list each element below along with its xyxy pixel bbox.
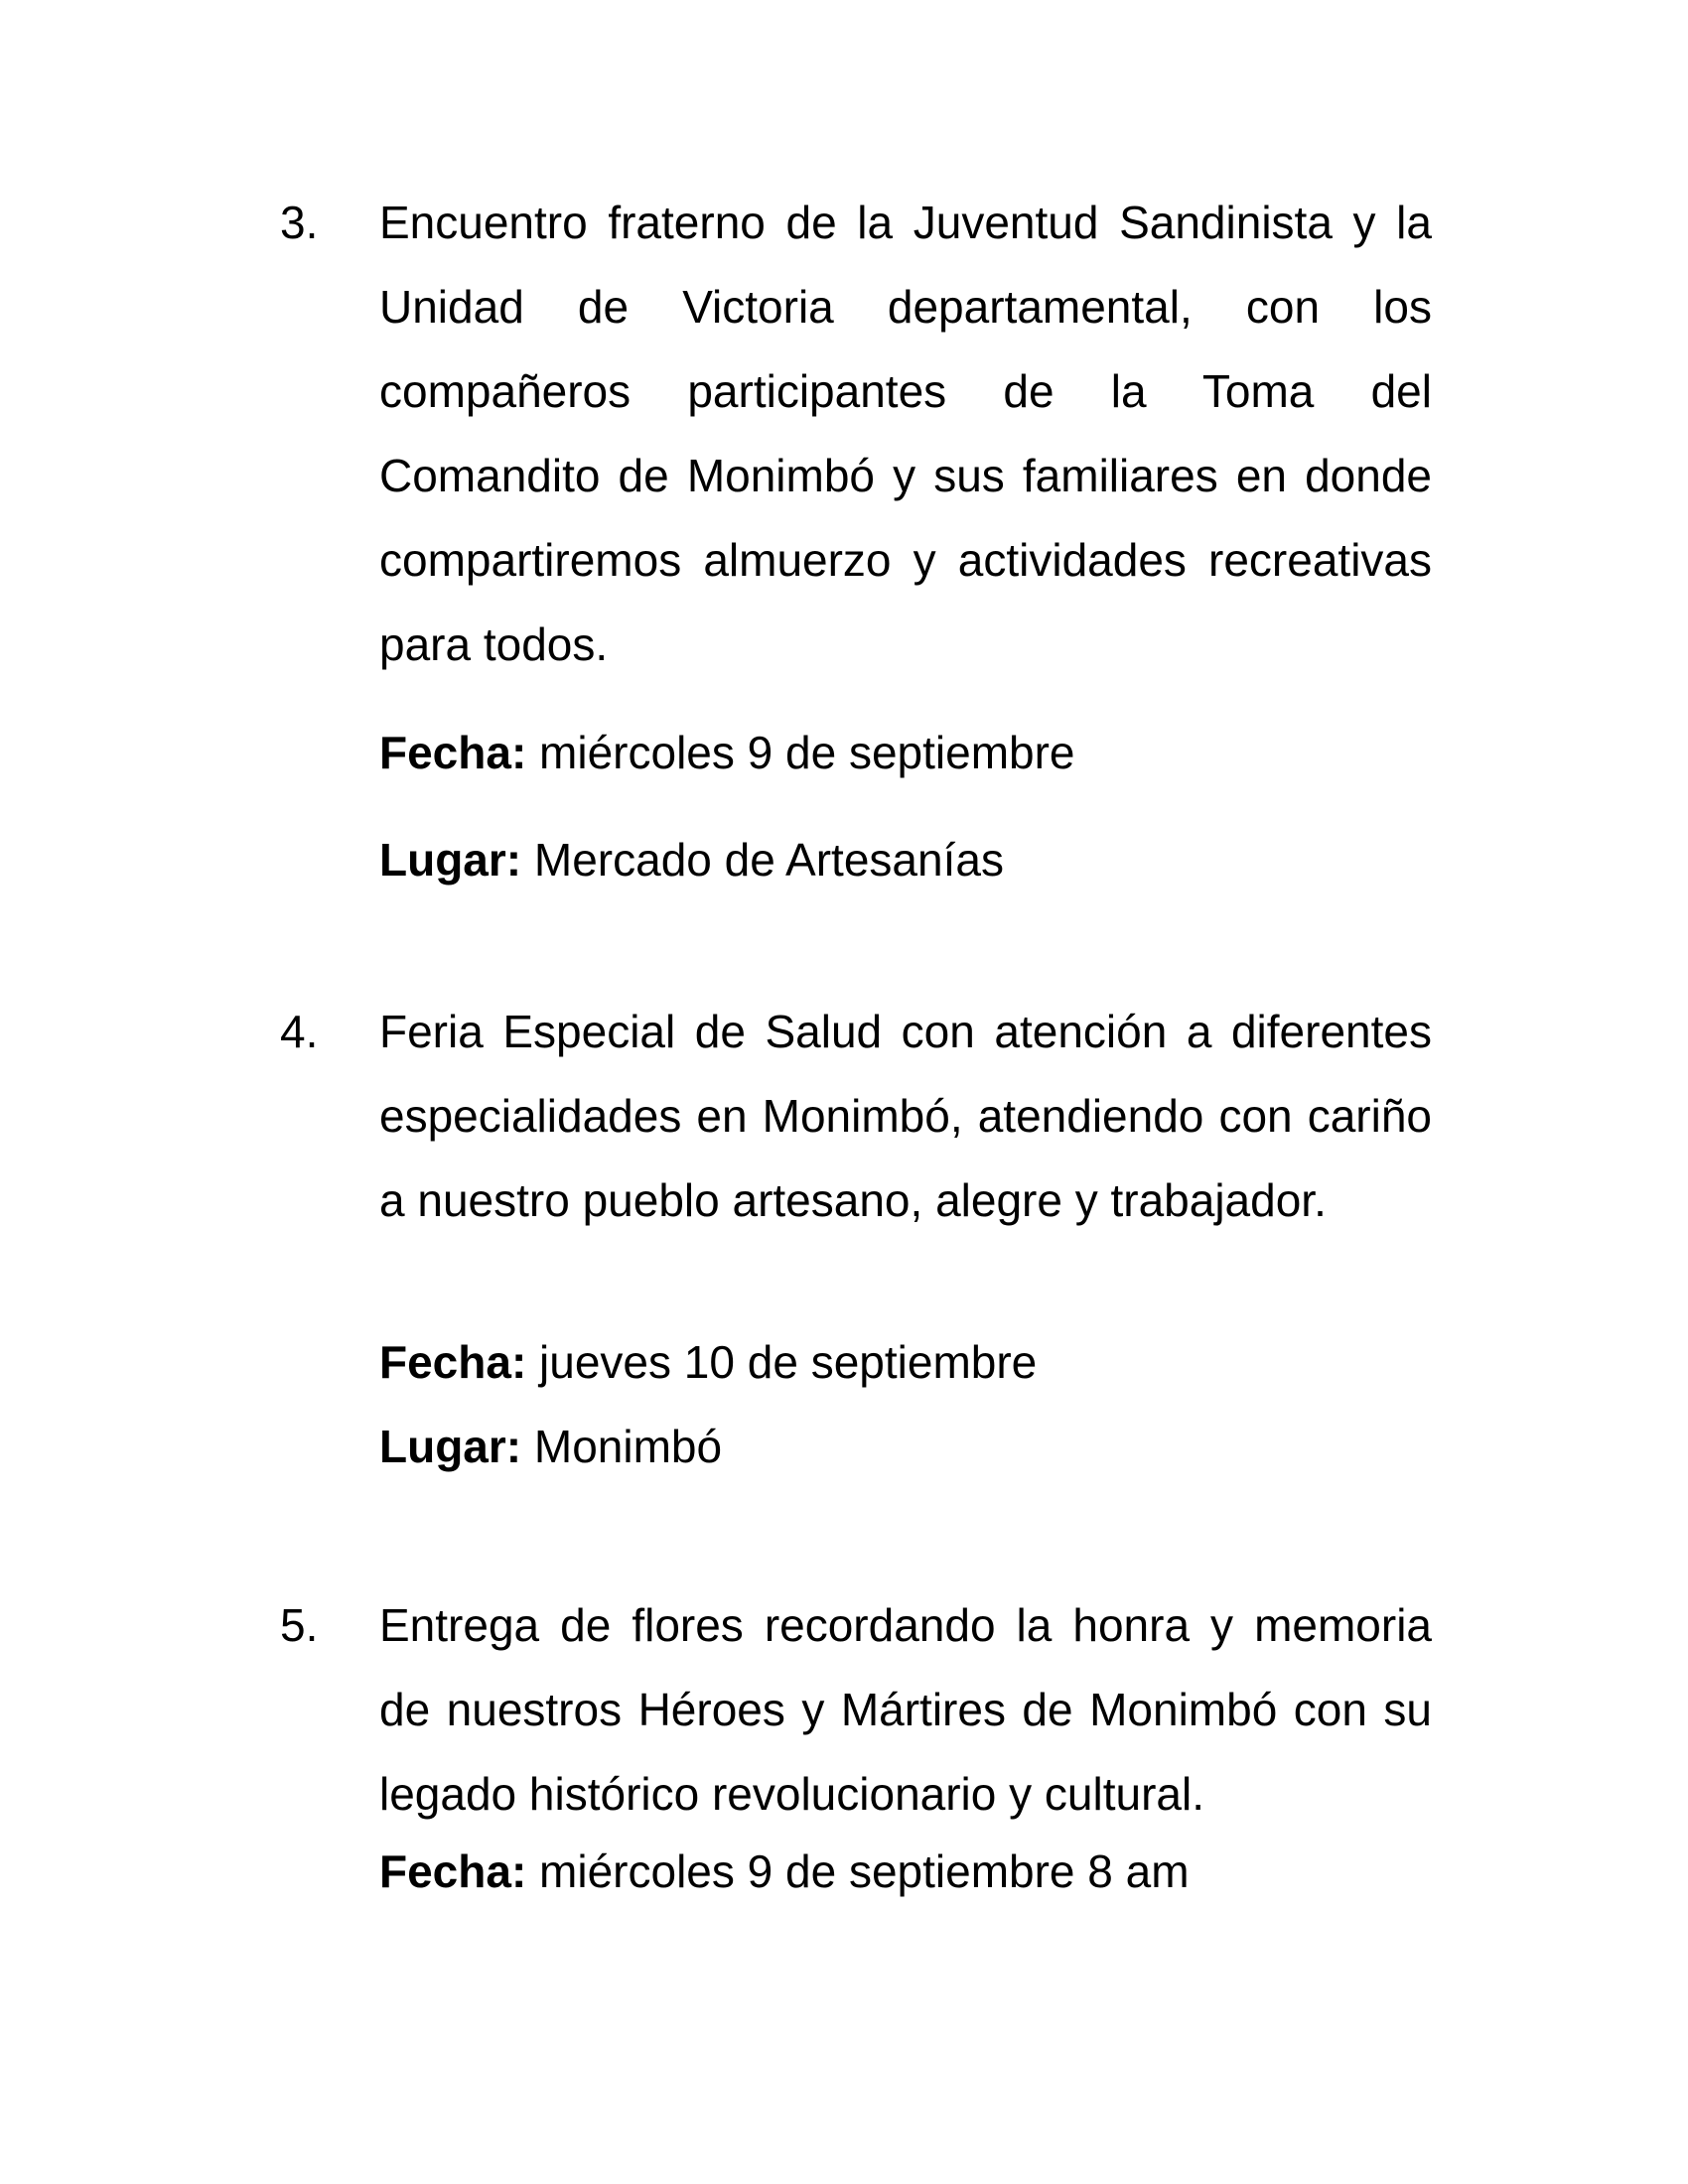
lugar-value: Mercado de Artesanías xyxy=(533,834,1004,886)
lugar-label: Lugar: xyxy=(379,1421,522,1472)
item-number: 5. xyxy=(280,1599,319,1651)
fecha-label: Fecha: xyxy=(379,1845,527,1897)
item-number: 3. xyxy=(280,197,319,248)
lugar-line xyxy=(379,830,1432,889)
fecha-line xyxy=(379,1332,1432,1392)
fecha-value: jueves 10 de septiembre xyxy=(539,1336,1038,1388)
lugar-line xyxy=(379,1417,1432,1476)
item-description: Feria Especial de Salud con atención a diferentes especialidades en Monimbó, atendiendo con cariño a nuestro pueblo artesano, alegre y trabajador. xyxy=(379,1006,1432,1226)
lugar-label: Lugar: xyxy=(379,834,522,886)
lugar-value: Monimbó xyxy=(533,1421,723,1472)
fecha-label: Fecha: xyxy=(379,727,527,778)
fecha-label: Fecha: xyxy=(379,1336,527,1388)
fecha-value: miércoles 9 de septiembre 8 am xyxy=(539,1845,1190,1897)
item-description: Entrega de flores recordando la honra y memoria de nuestros Héroes y Mártires de Monimbó con su legado histórico revolucionario y cultural. xyxy=(379,1599,1432,1820)
fecha-value: miércoles 9 de septiembre xyxy=(539,727,1075,778)
item-number: 4. xyxy=(280,1006,319,1057)
fecha-line xyxy=(379,1842,1432,1901)
fecha-line xyxy=(379,723,1432,782)
item-description: Encuentro fraterno de la Juventud Sandinista y la Unidad de Victoria departamental, con los compañeros participantes de la Toma del Comandito de Monimbó y sus familiares en donde compartiremos almuerzo y actividades recreativas para todos. xyxy=(379,197,1432,670)
